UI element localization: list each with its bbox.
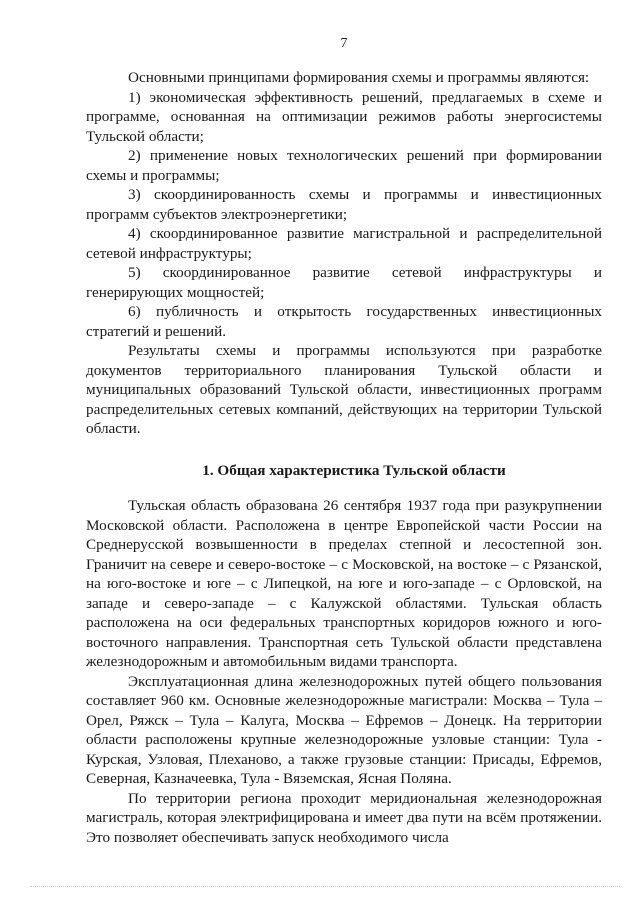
document-body (86, 68, 602, 847)
section-heading: 1. Общая характеристика Тульской области (202, 461, 506, 479)
page-number: 7 (340, 36, 348, 51)
principles-lead: Основными принципами формирования схемы и программы являются: (128, 69, 590, 86)
principle-item-4: 4) скоординированное развитие магистральной и распределительной сетевой инфраструктуры; (86, 225, 602, 262)
scan-artifact-line (30, 886, 620, 891)
section-paragraph-2: Эксплуатационная длина железнодорожных путей общего пользования составляет 960 км. Основные железнодорожные магистрали: Москва – Тула – Орел, Ряжск – Тула – Калуга, Москва – Ефремов – Донецк. На территории области расположены крупные железнодорожные узловые станции: Тула - Курская, Узловая, Плеханово, а также грузовые станции: Присады, Ефремов, Северная, Казначеевка, Тула - Вяземская, Ясная Поляна. (86, 672, 602, 787)
principle-item-2: 2) применение новых технологических решений при формировании схемы и программы; (86, 147, 602, 184)
section-paragraph-1: Тульская область образована 26 сентября 1937 года при разукрупнении Московской области. Расположена в центре Европейской части России на Среднерусской возвышенности в пределах степной и лесостепной зон. Граничит на севере и северо-востоке – с Московской, на востоке – с Рязанской, на юго-востоке и юге – с Липецкой, на юге и юго-западе – с Орловской, на западе и северо-западе – с Калужской областями. Тульская область расположена на оси федеральных транспортных коридоров южного и юго-восточного направления. Транспортная сеть Тульской области представлена железнодорожным и автомобильным видами транспорта. (86, 497, 602, 670)
principle-item-6: 6) публичность и открытость государственных инвестиционных стратегий и решений. (86, 303, 602, 340)
principle-item-5: 5) скоординированное развитие сетевой инфраструктуры и генерирующих мощностей; (86, 264, 602, 301)
principle-item-1: 1) экономическая эффективность решений, предлагаемых в схеме и программе, основанная на оптимизации режимов работы энергосистемы Тульской области; (86, 88, 602, 145)
results-paragraph: Результаты схемы и программы используются при разработке документов территориального планирования Тульской области и муниципальных образований Тульской области, инвестиционных программ распределительных сетевых компаний, действующих на территории Тульской области. (86, 342, 602, 437)
principle-item-3: 3) скоординированность схемы и программы и инвестиционных программ субъектов электроэнергетики; (86, 186, 602, 223)
section-paragraph-3: По территории региона проходит меридиональная железнодорожная магистраль, которая электрифицирована и имеет два пути на всём протяжении. Это позволяет обеспечивать запуск необходимого числа (86, 789, 602, 846)
